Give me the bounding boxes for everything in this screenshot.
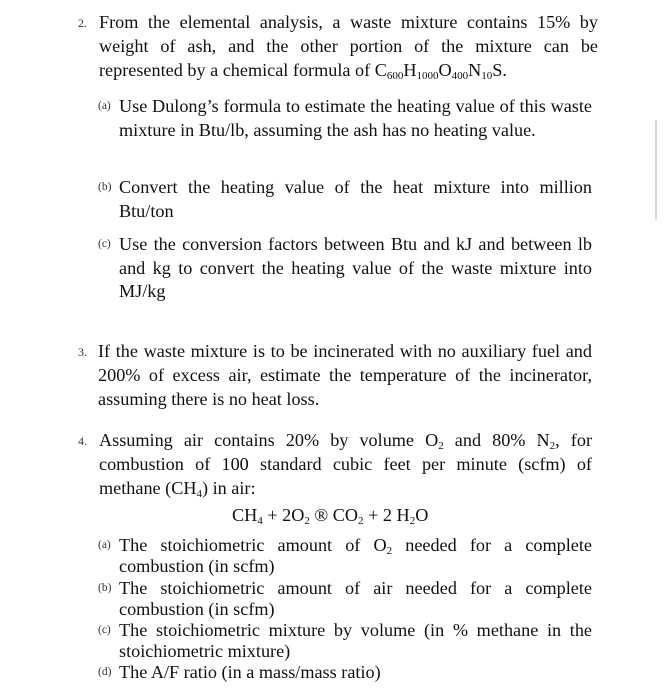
question-4d-text: The A/F ratio (in a mass/mass ratio) — [119, 662, 381, 682]
question-4 — [78, 428, 592, 500]
question-4c — [98, 620, 592, 662]
question-2c-label: (c) — [98, 238, 111, 250]
question-2a — [98, 95, 592, 142]
question-4-number: 4. — [78, 434, 87, 448]
question-2 — [78, 10, 598, 82]
question-4d-label: (d) — [98, 666, 112, 678]
right-edge-divider — [655, 120, 657, 220]
question-2c — [98, 233, 592, 304]
question-4c-label: (c) — [98, 624, 111, 636]
question-4d — [98, 662, 592, 683]
question-2c-text: Use the conversion factors between Btu and kJ and between lb and kg to convert the heating value of the waste mixture into MJ/kg — [119, 234, 592, 301]
question-2a-text: Use Dulong’s formula to estimate the heating value of this waste mixture in Btu/lb, assuming the ash has no heating value. — [119, 96, 592, 140]
question-2b-label: (b) — [98, 181, 112, 193]
question-2-intro: From the elemental analysis, a waste mixture contains 15% by weight of ash, and the other portion of the mixture can be represented by a chemical formula of — [99, 12, 598, 80]
question-4b — [98, 578, 592, 620]
question-2b-text: Convert the heating value of the heat mixture into million Btu/ton — [119, 177, 592, 221]
question-4-text: Assuming air contains 20% by volume $O_2$ and 80% $N_2$, for combustion of 100 standard cubic feet per minute (scfm) of methane $(CH_4)$ in air: — [99, 430, 592, 500]
question-2b — [98, 176, 592, 223]
question-2-number: 2. — [78, 16, 87, 30]
question-4b-label: (b) — [98, 582, 112, 594]
question-4a-text: The stoichiometric amount of $O_2$ needed for a complete combustion (in scfm) — [119, 535, 592, 576]
question-4a-label: (a) — [98, 539, 111, 551]
question-3 — [78, 339, 592, 411]
question-4a — [98, 535, 592, 577]
question-2-text — [99, 10, 598, 82]
question-4c-text: The stoichiometric mixture by volume (in % methane in the stoichiometric mixture) — [119, 620, 592, 661]
question-4b-text: The stoichiometric amount of air needed for a complete combustion (in scfm) — [119, 578, 592, 619]
combustion-equation: $CH_4 + 2O_2$ ® $CO_2 + 2$ $H_2O$ — [232, 505, 429, 527]
question-2a-label: (a) — [98, 100, 111, 112]
question-3-number: 3. — [78, 345, 87, 359]
question-3-text: If the waste mixture is to be incinerated with no auxiliary fuel and 200% of excess air, estimate the temperature of the incinerator, assuming there is no heat loss. — [98, 341, 592, 409]
chemical-formula: $C_{600}H_{1000}O_{400}N_{10}S$. — [374, 60, 507, 82]
